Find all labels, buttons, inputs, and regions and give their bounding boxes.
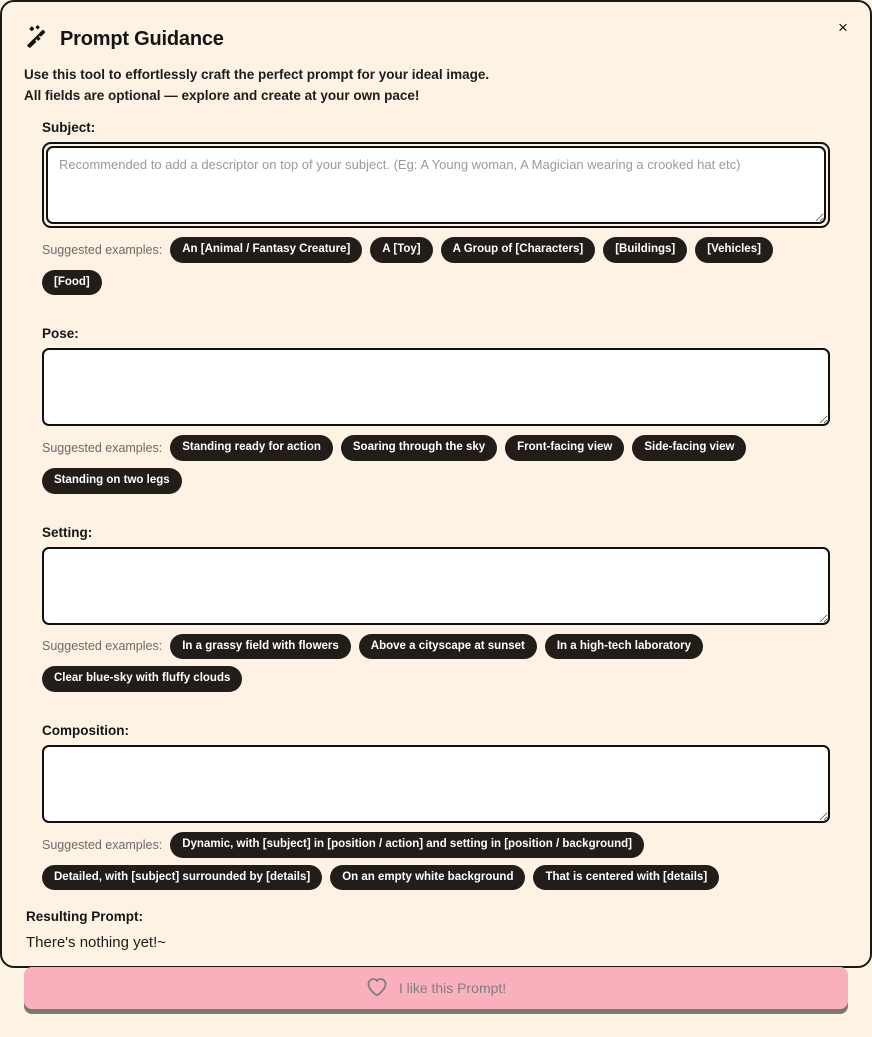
suggestion-chip[interactable]: Dynamic, with [subject] in [position / action] and setting in [position / background]	[170, 832, 644, 858]
suggestion-chip[interactable]: On an empty white background	[330, 865, 525, 891]
field-label-subject: Subject:	[42, 120, 96, 136]
suggestion-chip[interactable]: Side-facing view	[632, 435, 746, 461]
close-icon[interactable]: ×	[830, 14, 856, 40]
suggestion-chip[interactable]: That is centered with [details]	[533, 865, 719, 891]
modal-header	[24, 24, 848, 55]
suggested-examples-label: Suggested examples:	[42, 837, 163, 852]
suggestion-chip[interactable]: [Vehicles]	[695, 237, 773, 263]
suggestion-chip[interactable]: [Buildings]	[603, 237, 687, 263]
intro-line-2: All fields are optional — explore and create at your own pace!	[24, 87, 420, 103]
modal-body	[2, 2, 870, 1037]
suggestions-subject	[42, 237, 830, 295]
subject-input-wrapper	[42, 142, 830, 228]
field-composition	[24, 723, 848, 890]
field-pose	[24, 326, 848, 493]
page-title: Prompt Guidance	[60, 28, 224, 50]
intro-text	[24, 65, 848, 106]
pose-input-wrapper	[42, 348, 830, 426]
field-label-pose: Pose:	[42, 326, 79, 342]
composition-input[interactable]	[42, 745, 830, 823]
field-subject	[24, 120, 848, 295]
suggestion-chip[interactable]: In a high-tech laboratory	[545, 634, 703, 660]
suggested-examples-label: Suggested examples:	[42, 242, 163, 257]
suggestion-chip[interactable]: In a grassy field with flowers	[170, 634, 351, 660]
setting-input-wrapper	[42, 547, 830, 625]
like-prompt-button[interactable]	[24, 967, 848, 1009]
suggestions-setting	[42, 634, 830, 692]
pose-input[interactable]	[42, 348, 830, 426]
suggestion-chip[interactable]: Above a cityscape at sunset	[359, 634, 537, 660]
suggestion-chip[interactable]: [Food]	[42, 270, 102, 296]
suggestions-composition	[42, 832, 830, 890]
suggestions-pose	[42, 435, 830, 493]
heart-icon	[366, 977, 388, 1000]
suggestion-chip[interactable]: Standing on two legs	[42, 468, 182, 494]
spacer	[24, 1015, 848, 1037]
field-label-composition: Composition:	[42, 722, 129, 738]
suggestion-chip[interactable]: Clear blue-sky with fluffy clouds	[42, 666, 242, 692]
spacer	[24, 298, 848, 326]
spacer	[24, 497, 848, 525]
suggestion-chip[interactable]: An [Animal / Fantasy Creature]	[170, 237, 362, 263]
field-label-setting: Setting:	[42, 524, 93, 540]
suggested-examples-label: Suggested examples:	[42, 639, 163, 654]
intro-line-1: Use this tool to effortlessly craft the perfect prompt for your ideal image.	[24, 67, 490, 82]
magic-wand-icon	[24, 24, 50, 55]
resulting-prompt-value: There's nothing yet!~	[26, 934, 167, 952]
spacer	[24, 695, 848, 723]
spacer	[24, 893, 848, 909]
subject-input[interactable]	[46, 146, 826, 224]
suggestion-chip[interactable]: Standing ready for action	[170, 435, 333, 461]
resulting-prompt-label: Resulting Prompt:	[26, 909, 143, 925]
suggestion-chip[interactable]: A [Toy]	[370, 237, 432, 263]
suggestion-chip[interactable]: Soaring through the sky	[341, 435, 497, 461]
suggestion-chip[interactable]: A Group of [Characters]	[441, 237, 596, 263]
setting-input[interactable]	[42, 547, 830, 625]
suggestion-chip[interactable]: Detailed, with [subject] surrounded by [details]	[42, 865, 322, 891]
like-prompt-label: I like this Prompt!	[398, 980, 507, 997]
suggestion-chip[interactable]: Front-facing view	[505, 435, 624, 461]
suggested-examples-label: Suggested examples:	[42, 441, 163, 456]
field-setting	[24, 525, 848, 692]
composition-input-wrapper	[42, 745, 830, 823]
